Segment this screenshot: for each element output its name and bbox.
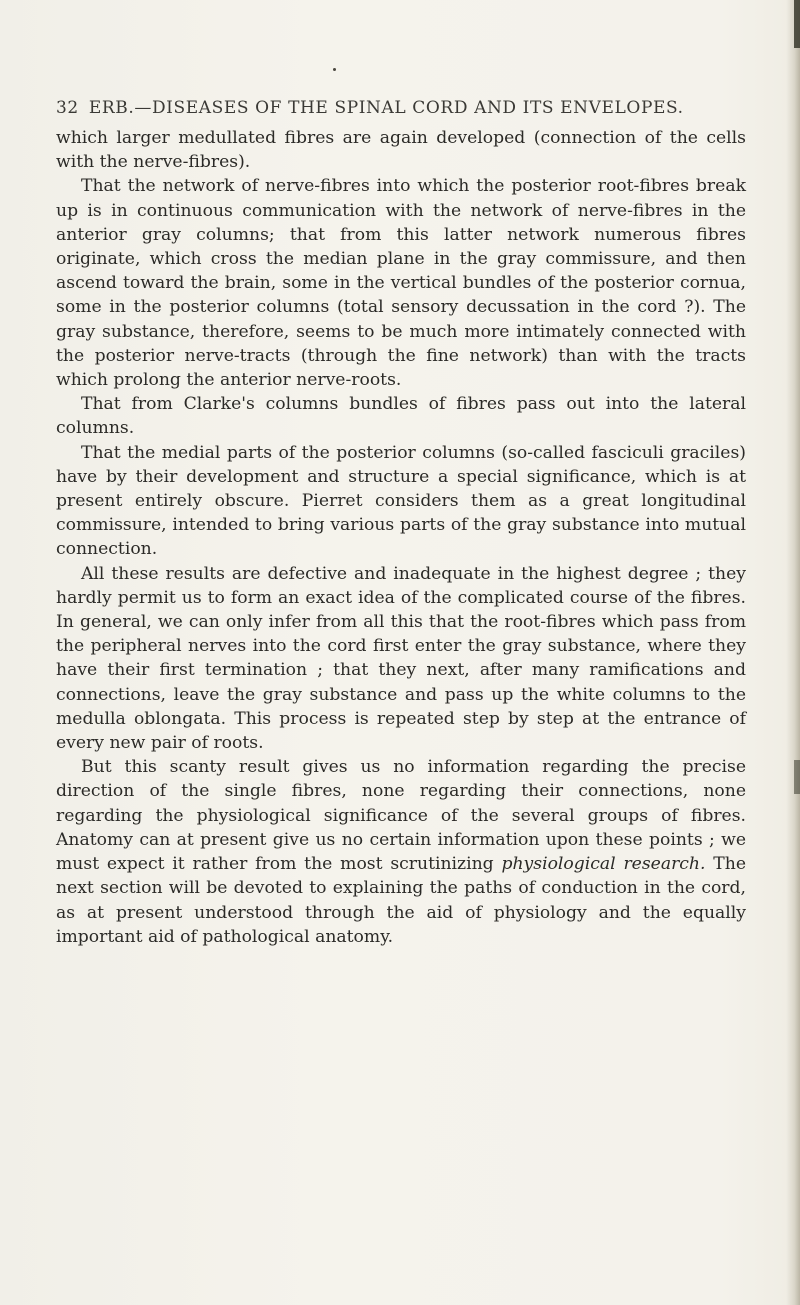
page-number: 32 (56, 98, 79, 118)
paragraph-results-defective: All these results are defective and inadequate in the highest degree ; they hardly permit us to form an exact idea of the complicated course of the fibres. In general, we can only infer from all this that the root-fibres which pass from the peripheral nerves into the cord first enter the gray substance, where they have their first termination ; that they next, after many ramifications and connections, leave the gray substance and pass up the white columns to the medulla oblongata. This process is repeated step by step at the entrance of every new pair of roots. (56, 563, 746, 754)
paragraph-clarke-columns: That from Clarke's columns bundles of fibres pass out into the lateral columns. (56, 394, 746, 439)
paragraph-scanty-result (56, 755, 746, 949)
page-edge-shadow (786, 0, 800, 1305)
paragraph-fasciculi-graciles: That the medial parts of the posterior columns (so-called fasciculi graciles) have by their development and structure a special significance, which is at present entirely obscure. Pierret considers them as a great longitudinal commissure, intended to bring various parts of the gray substance into mutual connection. (56, 442, 746, 560)
body-text (56, 126, 746, 949)
running-title: ERB.—DISEASES OF THE SPINAL CORD AND ITS ENVELOPES. (88, 98, 684, 118)
paragraph-network: That the network of nerve-fibres into which the posterior root-fibres break up is in continuous communication with the network of nerve-fibres in the anterior gray columns; that from this latter network numerous fibres originate, which cross the median plane in the gray commissure, and then ascend toward the brain, some in the vertical bundles of the posterior cornua, some in the posterior columns (total sensory decussation in the cord ?). The gray substance, therefore, seems to be much more intimately connected with the posterior nerve-tracts (through the fine network) than with the tracts which prolong the anterior nerve-roots. (56, 176, 746, 391)
paragraph-text-before: But this scanty result gives us no information regarding the precise direction of the single fibres, none regarding their connections, none regarding the physiological significance of the several groups of fibres. Anatomy can at present give us no certain information upon these points ; we must expect it rather from the most scrutinizing (56, 757, 746, 875)
ink-speck (333, 68, 336, 71)
emphasis-physiological-research: physiological research. (501, 854, 706, 875)
paragraph-text-after: The next section will be devoted to explaining the paths of conduction in the cord, as at present understood through the aid of physiology and the equally important aid of pathological anatomy. (56, 854, 746, 947)
paragraph-continuation: which larger medullated fibres are again developed (connection of the cells with the nerve-fibres). (56, 128, 746, 173)
page-edge-mark (794, 0, 800, 48)
page-edge-mark (794, 760, 800, 794)
running-header (56, 98, 746, 118)
